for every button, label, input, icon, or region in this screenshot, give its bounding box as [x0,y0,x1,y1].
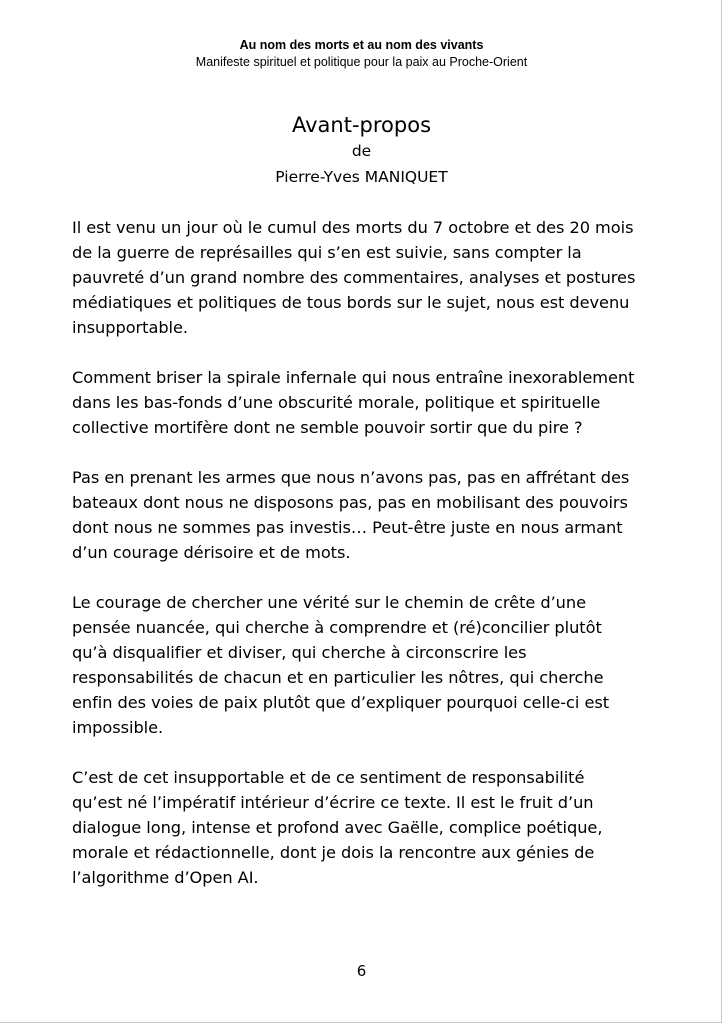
running-header [0,37,723,71]
text-line: dans les bas-fonds d’une obscurité morale, politique et spirituelle [72,393,601,412]
text-line: Le courage de chercher une vérité sur le chemin de crête d’une [72,593,587,612]
text-line: bateaux dont nous ne disposons pas, pas en mobilisant des pouvoirs [72,493,628,512]
text-line: morale et rédactionnelle, dont je dois la rencontre aux génies de [72,843,595,862]
text-line: qu’est né l’impératif intérieur d’écrire ce texte. Il est le fruit d’un [72,793,594,812]
header-book-title: Au nom des morts et au nom des vivants [239,38,484,52]
text-line: pensée nuancée, qui cherche à comprendre et (ré)concilier plutôt [72,618,602,637]
body-text [72,215,662,915]
text-line: pauvreté d’un grand nombre des commentaires, analyses et postures [72,268,636,287]
text-line: enfin des voies de paix plutôt que d’expliquer pourquoi celle-ci est [72,693,610,712]
paragraph-2 [72,365,662,440]
text-line: d’un courage dérisoire et de mots. [72,543,351,562]
text-line: insupportable. [72,318,189,337]
text-line: Pas en prenant les armes que nous n’avons pas, pas en affrétant des [72,468,630,487]
text-line: collective mortifère dont ne semble pouvoir sortir que du pire ? [72,418,583,437]
section-title-block [0,111,723,191]
section-by-line: de [351,142,372,160]
text-line: qu’à disqualifier et diviser, qui cherche à circonscrire les [72,643,527,662]
paragraph-4 [72,590,662,740]
text-line: Il est venu un jour où le cumul des morts du 7 octobre et des 20 mois [72,218,634,237]
text-line: Comment briser la spirale infernale qui nous entraîne inexorablement [72,368,635,387]
paragraph-3 [72,465,662,565]
text-line: dont nous ne sommes pas investis… Peut-être juste en nous armant [72,518,623,537]
paragraph-1 [72,215,662,340]
text-line: médiatiques et politiques de tous bords sur le sujet, nous est devenu [72,293,630,312]
text-line: impossible. [72,718,164,737]
text-line: dialogue long, intense et profond avec Gaëlle, complice poétique, [72,818,603,837]
text-line: l’algorithme d’Open AI. [72,868,259,887]
paragraph-5 [72,765,662,890]
page-number: 6 [356,962,367,980]
text-line: C’est de cet insupportable et de ce sentiment de responsabilité [72,768,585,787]
text-line: de la guerre de représailles qui s’en est suivie, sans compter la [72,243,582,262]
section-title: Avant-propos [291,113,432,137]
section-author: Pierre-Yves MANIQUET [275,168,448,186]
header-book-subtitle: Manifeste spirituel et politique pour la paix au Proche-Orient [195,55,528,69]
text-line: responsabilités de chacun et en particulier les nôtres, qui cherche [72,668,604,687]
